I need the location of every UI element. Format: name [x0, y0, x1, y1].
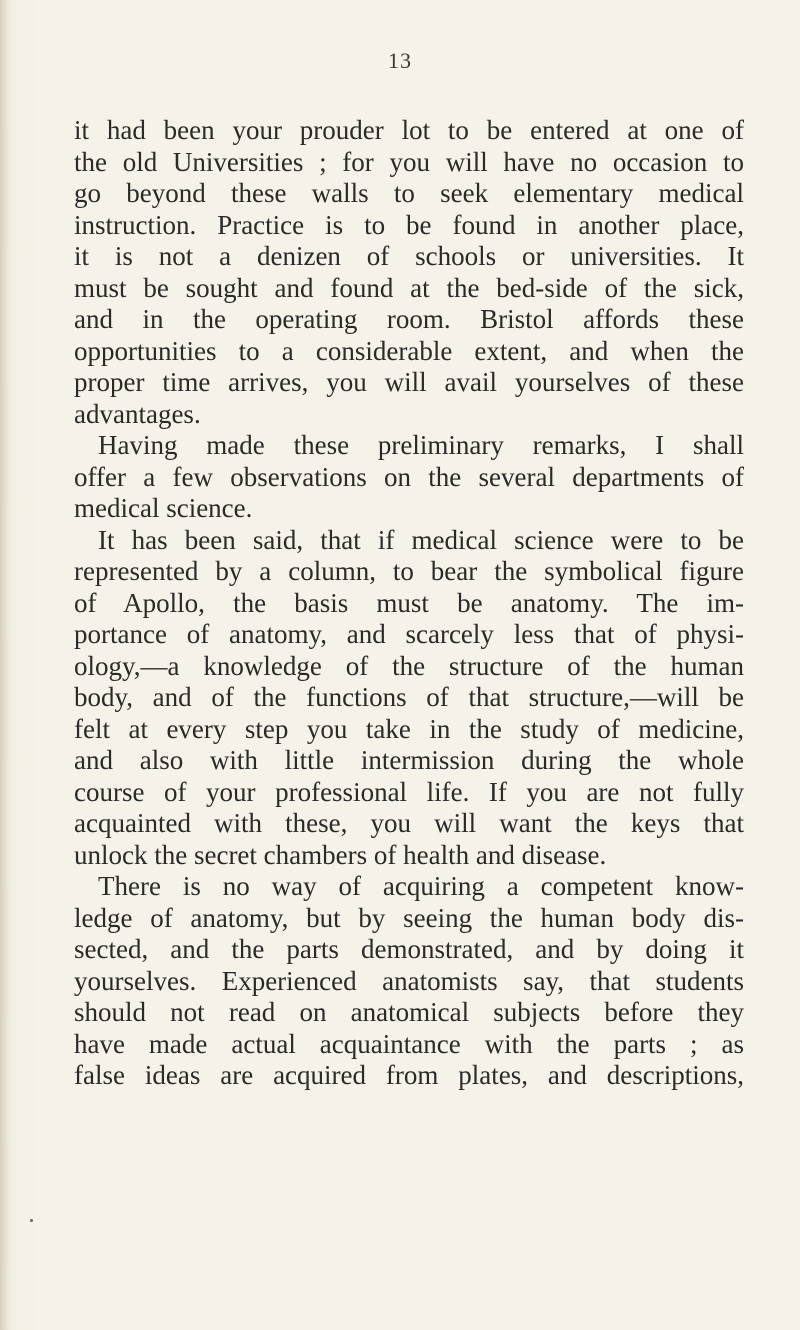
text-line: false ideas are acquired from plates, and descriptions, — [74, 1060, 744, 1090]
text-line: Having made these preliminary remarks, I shall — [98, 430, 744, 460]
text-line: go beyond these walls to seek elementary medical — [74, 178, 744, 208]
text-line: proper time arrives, you will avail yourselves of these — [74, 367, 744, 397]
body-text — [74, 115, 744, 1092]
text-line: portance of anatomy, and scarcely less that of physi- — [74, 619, 744, 649]
margin-dot — [30, 1219, 33, 1222]
text-line: must be sought and found at the bed-side of the sick, — [74, 272, 744, 303]
text-line: the old Universities ; for you will have no occasion to — [74, 146, 744, 177]
text-line: it had been your prouder lot to be entered at one of — [74, 115, 744, 145]
text-line: represented by a column, to bear the symbolical figure — [74, 556, 744, 586]
text-line: felt at every step you take in the study of medicine, — [74, 713, 744, 744]
text-line: should not read on anatomical subjects before they — [74, 997, 744, 1027]
text-line: offer a few observations on the several departments of — [74, 461, 744, 492]
text-line: course of your professional life. If you are not fully — [74, 776, 744, 807]
text-line: ledge of anatomy, but by seeing the human body dis- — [74, 902, 744, 933]
text-line: There is no way of acquiring a competent know- — [98, 871, 744, 901]
text-line: yourselves. Experienced anatomists say, that students — [74, 965, 744, 996]
page-gutter-shadow — [0, 0, 10, 1330]
text-line: medical science. — [74, 493, 253, 523]
text-line: It has been said, that if medical science were to be — [98, 524, 744, 555]
page-number: 13 — [388, 48, 412, 73]
text-line: and in the operating room. Bristol affords these — [74, 304, 744, 334]
text-line: instruction. Practice is to be found in another place, — [74, 209, 744, 240]
text-line: sected, and the parts demonstrated, and by doing it — [74, 934, 744, 964]
text-line: body, and of the functions of that structure,—will be — [74, 682, 744, 712]
text-line: have made actual acquaintance with the parts ; as — [74, 1028, 744, 1059]
text-line: advantages. — [74, 398, 201, 429]
text-line: opportunities to a considerable extent, and when the — [74, 335, 744, 366]
text-line: unlock the secret chambers of health and disease. — [74, 839, 607, 870]
text-line: and also with little intermission during the whole — [74, 745, 744, 775]
text-line: acquainted with these, you will want the keys that — [74, 808, 744, 838]
text-line: ology,—a knowledge of the structure of the human — [74, 650, 744, 681]
text-line: of Apollo, the basis must be anatomy. The im- — [74, 587, 744, 618]
text-line: it is not a denizen of schools or universities. It — [74, 241, 744, 271]
